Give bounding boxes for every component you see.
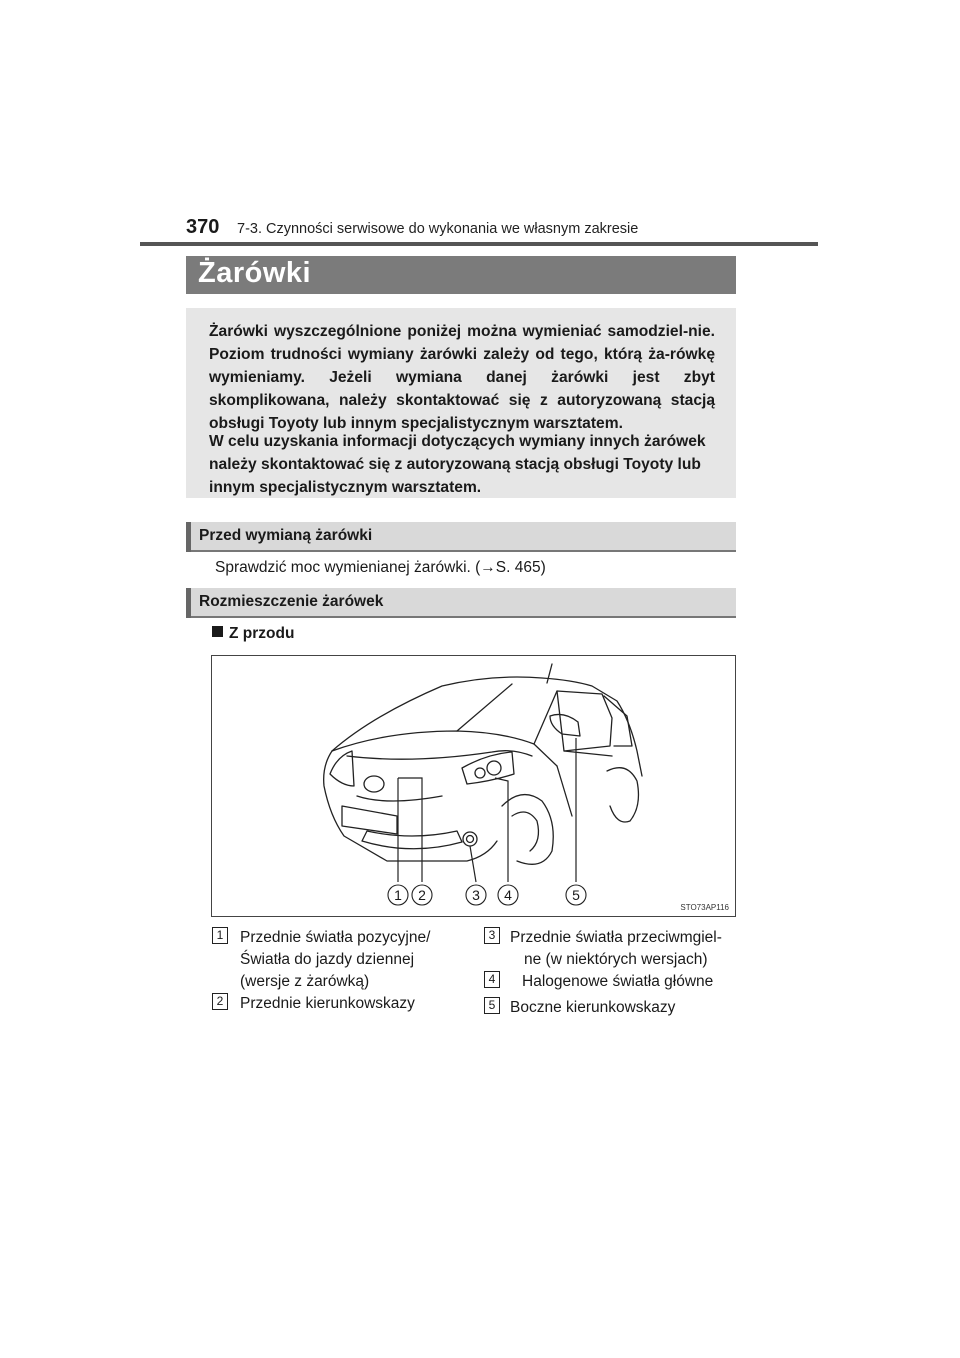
subheading-front bbox=[212, 625, 294, 643]
legend-line: Światła do jazdy dziennej bbox=[240, 951, 415, 968]
section-heading-layout bbox=[186, 588, 736, 618]
intro-box bbox=[186, 308, 736, 498]
callout-label: 1 bbox=[394, 887, 402, 903]
legend-number-box: 4 bbox=[484, 971, 500, 988]
legend-item-2 bbox=[212, 993, 472, 1017]
car-illustration bbox=[212, 656, 735, 916]
square-bullet-icon bbox=[212, 626, 223, 637]
callout-label: 3 bbox=[472, 887, 480, 903]
section-heading-label: Rozmieszczenie żarówek bbox=[199, 593, 384, 610]
intro-paragraph-1: Żarówki wyszczególnione poniżej można wymieniać samodziel-nie. Poziom trudności wymiany żarówki zależy od tego, którą ża-rówkę wymieniamy. Jeżeli wymiana danej żarówki jest zbyt skomplikowana, należy skontaktować się z autoryzowaną stacją obsługi Toyoty lub innym specjalistycznym warsztatem. bbox=[209, 323, 715, 432]
intro-paragraph-2: W celu uzyskania informacji dotyczących wymiany innych żarówek należy skontaktować się z autoryzowaną stacją obsługi Toyoty lub innym specjalistycznym warsztatem. bbox=[209, 433, 706, 496]
legend-line: ne (w niektórych wersjach) bbox=[524, 951, 708, 968]
legend-number-box: 5 bbox=[484, 997, 500, 1014]
legend-text bbox=[240, 993, 415, 1015]
legend-line: Boczne kierunkowskazy bbox=[510, 999, 676, 1016]
legend-number-box: 1 bbox=[212, 927, 228, 944]
legend-line: Przednie kierunkowskazy bbox=[240, 995, 415, 1012]
section-accent bbox=[186, 522, 191, 552]
legend-item-3 bbox=[484, 927, 744, 975]
legend-item-4 bbox=[484, 971, 744, 995]
legend-text bbox=[510, 927, 722, 971]
figure-code: STO73AP116 bbox=[680, 903, 729, 912]
title-bar bbox=[186, 256, 736, 294]
legend-text bbox=[240, 927, 430, 993]
subheading-label: Z przodu bbox=[229, 625, 295, 642]
legend-line: Przednie światła przeciwmgiel- bbox=[510, 929, 722, 946]
legend-line: Przednie światła pozycyjne/ bbox=[240, 929, 431, 946]
legend-line: (wersje z żarówką) bbox=[240, 973, 370, 990]
legend-line: Halogenowe światła główne bbox=[522, 973, 714, 990]
running-header: 7-3. Czynności serwisowe do wykonania we własnym zakresie bbox=[237, 221, 639, 237]
callout-label: 4 bbox=[504, 887, 512, 903]
legend-number-box: 3 bbox=[484, 927, 500, 944]
legend-text bbox=[510, 997, 675, 1019]
legend-item-1 bbox=[212, 927, 472, 997]
page-number: 370 bbox=[186, 216, 220, 238]
section-heading-before bbox=[186, 522, 736, 552]
legend-item-5 bbox=[484, 997, 744, 1021]
legend-text bbox=[522, 971, 713, 993]
callout-label: 2 bbox=[418, 887, 426, 903]
before-text: Sprawdzić moc wymienianej żarówki. (→S. 465) bbox=[215, 559, 546, 576]
header-rule bbox=[140, 242, 818, 246]
section-accent bbox=[186, 588, 191, 618]
page-title: Żarówki bbox=[198, 257, 312, 289]
callout-label: 5 bbox=[572, 887, 580, 903]
section-heading-label: Przed wymianą żarówki bbox=[199, 527, 373, 544]
legend-number-box: 2 bbox=[212, 993, 228, 1010]
car-figure bbox=[211, 655, 736, 917]
